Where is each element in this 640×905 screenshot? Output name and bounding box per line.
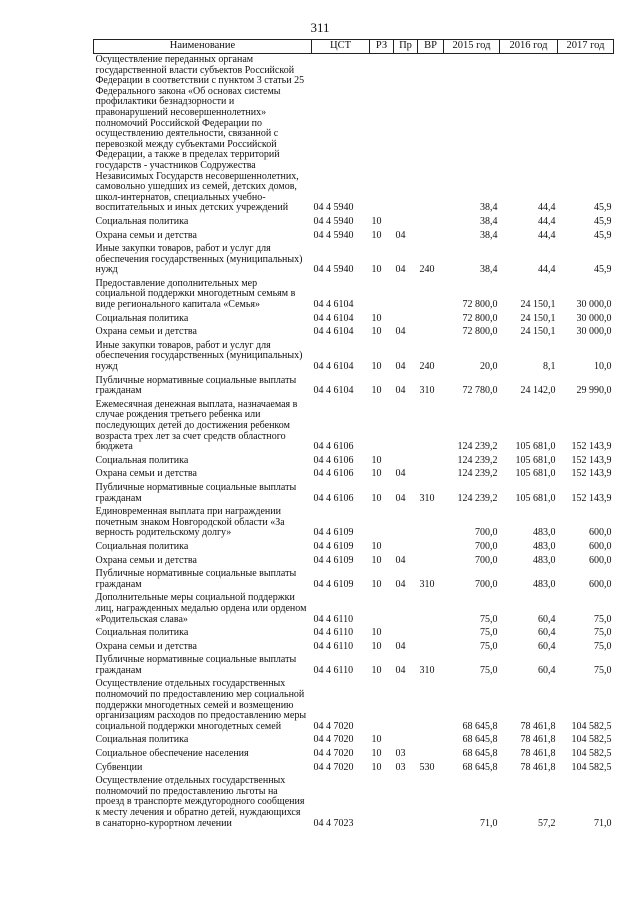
cell-2017: 30 000,0 (576, 326, 612, 338)
cell-2017: 30 000,0 (576, 299, 612, 311)
cell-pr: 04 (395, 264, 406, 276)
cell-cst: 04 4 6106 (313, 441, 354, 453)
cell-pr (394, 216, 418, 230)
cell-pr: 04 (395, 385, 406, 397)
cell-2017: 71,0 (594, 817, 612, 829)
cell-2016: 483,0 (533, 578, 556, 590)
cell-2016: 105 681,0 (515, 441, 556, 453)
cell-rz: 10 (371, 734, 382, 746)
cell-name: Публичные нормативные социальные выплаты гражданам (95, 374, 297, 397)
cell-name: Субвенции (95, 761, 143, 773)
cell-pr (394, 734, 418, 748)
cell-2017: 45,9 (594, 229, 612, 241)
cell-rz (370, 678, 394, 734)
cell-pr (394, 592, 418, 627)
cell-rz: 10 (371, 578, 382, 590)
cell-2017: 75,0 (594, 627, 612, 639)
cell-2017: 152 143,9 (571, 492, 612, 504)
table-row (94, 775, 614, 831)
cell-vr: 240 (419, 264, 435, 276)
table-header-row (94, 40, 614, 54)
cell-rz: 10 (371, 468, 382, 480)
cell-2016: 57,2 (538, 817, 556, 829)
cell-2017: 104 582,5 (571, 734, 612, 746)
cell-2016: 483,0 (533, 554, 556, 566)
cell-2015: 124 239,2 (457, 468, 498, 480)
cell-pr: 03 (395, 748, 406, 760)
cell-2016: 78 461,8 (520, 734, 556, 746)
cell-2015: 124 239,2 (457, 441, 498, 453)
cell-vr (418, 641, 444, 655)
cell-vr: 310 (419, 492, 435, 504)
cell-name: Предоставление дополнительных мер социальной поддержки многодетным семьям в виде регионального капитала «Семья» (95, 277, 296, 311)
cell-2015: 75,0 (480, 627, 498, 639)
table-row (94, 375, 614, 399)
cell-rz (370, 775, 394, 831)
table-row (94, 627, 614, 641)
cell-name: Осуществление отдельных государственных полномочий по предоставлению мер социальной поддержки многодетных семей и возмещению организациям расходов по предоставлению меры социальной поддержки многодетных семей (95, 678, 307, 732)
table-row (94, 541, 614, 555)
cell-vr (418, 230, 444, 244)
cell-vr (418, 216, 444, 230)
cell-name: Публичные нормативные социальные выплаты гражданам (95, 654, 297, 676)
cell-rz: 10 (371, 640, 382, 652)
cell-2017: 75,0 (594, 613, 612, 625)
cell-2016: 24 150,1 (520, 326, 556, 338)
cell-2017: 152 143,9 (571, 441, 612, 453)
cell-cst: 04 4 6110 (313, 640, 354, 652)
table-row (94, 506, 614, 541)
cell-2016: 483,0 (533, 540, 556, 552)
cell-vr (418, 748, 444, 762)
table-row (94, 455, 614, 469)
cell-name: Публичные нормативные социальные выплаты гражданам (95, 481, 297, 504)
cell-cst: 04 4 7020 (313, 761, 354, 773)
cell-pr: 04 (395, 664, 406, 676)
cell-cst: 04 4 5940 (313, 215, 354, 227)
cell-rz: 10 (371, 540, 382, 552)
cell-cst: 04 4 7020 (313, 734, 354, 746)
cell-2016: 60,4 (538, 613, 556, 625)
cell-2016: 44,4 (538, 264, 556, 276)
cell-2015: 75,0 (480, 640, 498, 652)
header-pr: Пр (394, 40, 418, 54)
cell-rz: 10 (371, 215, 382, 227)
cell-cst: 04 4 6109 (313, 540, 354, 552)
cell-rz: 10 (371, 264, 382, 276)
cell-vr (418, 592, 444, 627)
cell-pr (394, 399, 418, 455)
cell-2017: 75,0 (594, 664, 612, 676)
cell-name: Социальная политика (95, 312, 189, 324)
cell-vr (418, 468, 444, 482)
cell-2015: 72 800,0 (462, 312, 498, 324)
cell-2016: 24 142,0 (520, 385, 556, 397)
cell-pr (394, 775, 418, 831)
cell-name: Охрана семьи и детства (95, 640, 197, 652)
table-row (94, 762, 614, 776)
cell-name: Единовременная выплата при награждении почетным знаком Новгородской области «За верность родительскому долгу» (95, 506, 285, 539)
cell-vr: 310 (419, 578, 435, 590)
cell-rz: 10 (371, 229, 382, 241)
cell-cst: 04 4 6104 (313, 385, 354, 397)
cell-pr: 04 (395, 492, 406, 504)
cell-cst: 04 4 6104 (313, 299, 354, 311)
cell-vr: 310 (419, 664, 435, 676)
cell-name: Охрана семьи и детства (95, 554, 197, 566)
cell-name: Социальная политика (95, 454, 189, 466)
cell-2017: 104 582,5 (571, 761, 612, 773)
cell-pr (394, 541, 418, 555)
cell-vr (418, 775, 444, 831)
cell-rz (370, 506, 394, 541)
cell-cst: 04 4 6109 (313, 554, 354, 566)
cell-2017: 152 143,9 (571, 468, 612, 480)
cell-vr (418, 541, 444, 555)
cell-pr (394, 278, 418, 313)
cell-2016: 78 461,8 (520, 720, 556, 732)
table-row (94, 313, 614, 327)
cell-name: Ежемесячная денежная выплата, назначаемая в случае рождения третьего ребенка или последующих детей до достижения ребенком возраста трех лет за счет средств областного бюджета (95, 398, 298, 453)
cell-cst: 04 4 5940 (313, 229, 354, 241)
cell-vr (418, 506, 444, 541)
cell-pr: 04 (395, 468, 406, 480)
cell-rz: 10 (371, 627, 382, 639)
cell-2017: 600,0 (589, 527, 612, 539)
cell-vr (418, 555, 444, 569)
cell-pr: 03 (395, 761, 406, 773)
cell-rz (370, 592, 394, 627)
cell-2015: 68 645,8 (462, 734, 498, 746)
cell-name: Осуществление отдельных государственных полномочий по предоставлению льготы на проезд в транспорте междугородного сообщения к месту лечения и обратно детей, нуждающихся в санаторно-курортном лечении (95, 775, 305, 829)
table-row (94, 216, 614, 230)
cell-pr: 04 (395, 640, 406, 652)
cell-cst: 04 4 6110 (313, 664, 354, 676)
cell-rz (370, 278, 394, 313)
cell-2017: 600,0 (589, 540, 612, 552)
cell-pr (394, 678, 418, 734)
cell-cst: 04 4 6109 (313, 527, 354, 539)
cell-2017: 45,9 (594, 264, 612, 276)
table-row (94, 230, 614, 244)
cell-vr (418, 455, 444, 469)
cell-2017: 10,0 (594, 361, 612, 373)
cell-rz: 10 (371, 492, 382, 504)
cell-rz: 10 (371, 748, 382, 760)
cell-2015: 72 800,0 (462, 299, 498, 311)
cell-rz: 10 (371, 361, 382, 373)
cell-vr (418, 326, 444, 340)
table-row (94, 468, 614, 482)
cell-2015: 38,4 (480, 229, 498, 241)
cell-2015: 68 645,8 (462, 761, 498, 773)
cell-cst: 04 4 6104 (313, 312, 354, 324)
cell-2015: 68 645,8 (462, 720, 498, 732)
page-number: 311 (310, 20, 330, 35)
cell-vr: 310 (419, 385, 435, 397)
cell-name: Иные закупки товаров, работ и услуг для обеспечения государственных (муниципальных) нужд (95, 243, 303, 276)
cell-2016: 105 681,0 (515, 454, 556, 466)
table-row (94, 748, 614, 762)
cell-2017: 104 582,5 (571, 720, 612, 732)
cell-name: Социальная политика (95, 215, 189, 227)
cell-cst: 04 4 5940 (313, 264, 354, 276)
cell-rz: 10 (371, 326, 382, 338)
cell-cst: 04 4 6106 (313, 492, 354, 504)
cell-rz: 10 (371, 312, 382, 324)
cell-name: Дополнительные меры социальной поддержки лиц, награжденных медалью ордена или орденом «Родительская слава» (95, 592, 307, 625)
cell-2017: 45,9 (594, 202, 612, 214)
cell-rz: 10 (371, 385, 382, 397)
table-row (94, 278, 614, 313)
cell-2017: 600,0 (589, 578, 612, 590)
table-row (94, 482, 614, 506)
cell-vr (418, 627, 444, 641)
cell-name: Социальная политика (95, 734, 189, 746)
cell-2016: 60,4 (538, 664, 556, 676)
cell-name: Охрана семьи и детства (95, 468, 197, 480)
table-row (94, 340, 614, 375)
cell-cst: 04 4 7020 (313, 748, 354, 760)
cell-2016: 44,4 (538, 215, 556, 227)
table-row (94, 641, 614, 655)
table-row (94, 555, 614, 569)
cell-pr (394, 54, 418, 216)
cell-2015: 75,0 (480, 613, 498, 625)
cell-pr (394, 506, 418, 541)
cell-vr (418, 734, 444, 748)
cell-name: Социальное обеспечение населения (95, 748, 249, 760)
cell-2015: 20,0 (480, 361, 498, 373)
cell-2015: 700,0 (475, 578, 498, 590)
cell-name: Иные закупки товаров, работ и услуг для обеспечения государственных (муниципальных) нужд (95, 339, 303, 373)
cell-2017: 29 990,0 (576, 385, 612, 397)
header-2017: 2017 год (558, 40, 614, 54)
cell-vr (418, 278, 444, 313)
cell-cst: 04 4 6106 (313, 468, 354, 480)
cell-pr: 04 (395, 229, 406, 241)
cell-2017: 75,0 (594, 640, 612, 652)
cell-2017: 104 582,5 (571, 748, 612, 760)
table-row (94, 54, 614, 216)
cell-2016: 105 681,0 (515, 468, 556, 480)
cell-cst: 04 4 7020 (313, 720, 354, 732)
cell-2016: 78 461,8 (520, 761, 556, 773)
cell-2016: 44,4 (538, 202, 556, 214)
header-cst: ЦСТ (312, 40, 370, 54)
cell-pr (394, 455, 418, 469)
table-row (94, 678, 614, 734)
cell-2015: 72 800,0 (462, 326, 498, 338)
cell-2015: 124 239,2 (457, 492, 498, 504)
cell-pr: 04 (395, 361, 406, 373)
header-2015: 2015 год (444, 40, 500, 54)
table-row (94, 654, 614, 678)
table-row (94, 326, 614, 340)
cell-2016: 44,4 (538, 229, 556, 241)
cell-pr: 04 (395, 554, 406, 566)
cell-name: Социальная политика (95, 627, 189, 639)
header-name: Наименование (94, 40, 312, 54)
budget-table (93, 39, 614, 831)
cell-2016: 483,0 (533, 527, 556, 539)
cell-2016: 78 461,8 (520, 748, 556, 760)
cell-2016: 24 150,1 (520, 299, 556, 311)
cell-2016: 60,4 (538, 640, 556, 652)
cell-cst: 04 4 6104 (313, 361, 354, 373)
cell-cst: 04 4 6110 (313, 627, 354, 639)
cell-pr (394, 313, 418, 327)
cell-2017: 30 000,0 (576, 312, 612, 324)
cell-2015: 68 645,8 (462, 748, 498, 760)
cell-2015: 124 239,2 (457, 454, 498, 466)
cell-vr: 530 (419, 761, 435, 773)
header-rz: РЗ (370, 40, 394, 54)
cell-rz: 10 (371, 761, 382, 773)
cell-2015: 700,0 (475, 540, 498, 552)
cell-2015: 38,4 (480, 264, 498, 276)
cell-2015: 71,0 (480, 817, 498, 829)
cell-pr: 04 (395, 578, 406, 590)
cell-vr: 240 (419, 361, 435, 373)
cell-vr (418, 399, 444, 455)
cell-pr (394, 627, 418, 641)
cell-name: Охрана семьи и детства (95, 229, 197, 241)
cell-2016: 105 681,0 (515, 492, 556, 504)
cell-vr (418, 54, 444, 216)
cell-2015: 72 780,0 (462, 385, 498, 397)
header-2016: 2016 год (500, 40, 558, 54)
cell-pr: 04 (395, 326, 406, 338)
table-body (94, 54, 614, 832)
cell-vr (418, 313, 444, 327)
cell-2015: 700,0 (475, 527, 498, 539)
table-row (94, 734, 614, 748)
cell-cst: 04 4 6109 (313, 578, 354, 590)
cell-2017: 45,9 (594, 215, 612, 227)
table-row (94, 592, 614, 627)
cell-rz (370, 54, 394, 216)
cell-2016: 8,1 (543, 361, 556, 373)
cell-vr (418, 678, 444, 734)
cell-2015: 700,0 (475, 554, 498, 566)
cell-name: Социальная политика (95, 540, 189, 552)
cell-name: Охрана семьи и детства (95, 326, 197, 338)
cell-cst: 04 4 6106 (313, 454, 354, 466)
cell-2017: 152 143,9 (571, 454, 612, 466)
cell-2016: 24 150,1 (520, 312, 556, 324)
header-vr: ВР (418, 40, 444, 54)
cell-cst: 04 4 6104 (313, 326, 354, 338)
cell-rz: 10 (371, 664, 382, 676)
cell-2016: 60,4 (538, 627, 556, 639)
table-row (94, 399, 614, 455)
table-row (94, 568, 614, 592)
table-row (94, 243, 614, 278)
cell-name: Осуществление переданных органам государственной власти субъектов Российской Федерации в соответствии с пунктом 3 статьи 25 Федерального закона «Об основах системы профилактики безнадзорности и правонарушений несовершеннолетних» полномочий Российской Федерации по осуществлению деятельности, связанной с перевозкой между субъектами Российской Федерации, а также в пределах территорий государств - участников Содружества Независимых Государств несовершеннолетних, самовольно ушедших из семей, детских домов, школ-интернатов, специальных учебно-воспитательных и иных детских учреждений (95, 54, 305, 214)
cell-rz: 10 (371, 454, 382, 466)
cell-cst: 04 4 5940 (313, 202, 354, 214)
cell-2017: 600,0 (589, 554, 612, 566)
cell-2015: 38,4 (480, 202, 498, 214)
cell-rz (370, 399, 394, 455)
cell-cst: 04 4 7023 (313, 817, 354, 829)
cell-2015: 75,0 (480, 664, 498, 676)
cell-name: Публичные нормативные социальные выплаты гражданам (95, 568, 297, 590)
cell-rz: 10 (371, 554, 382, 566)
cell-2015: 38,4 (480, 215, 498, 227)
cell-cst: 04 4 6110 (313, 613, 354, 625)
